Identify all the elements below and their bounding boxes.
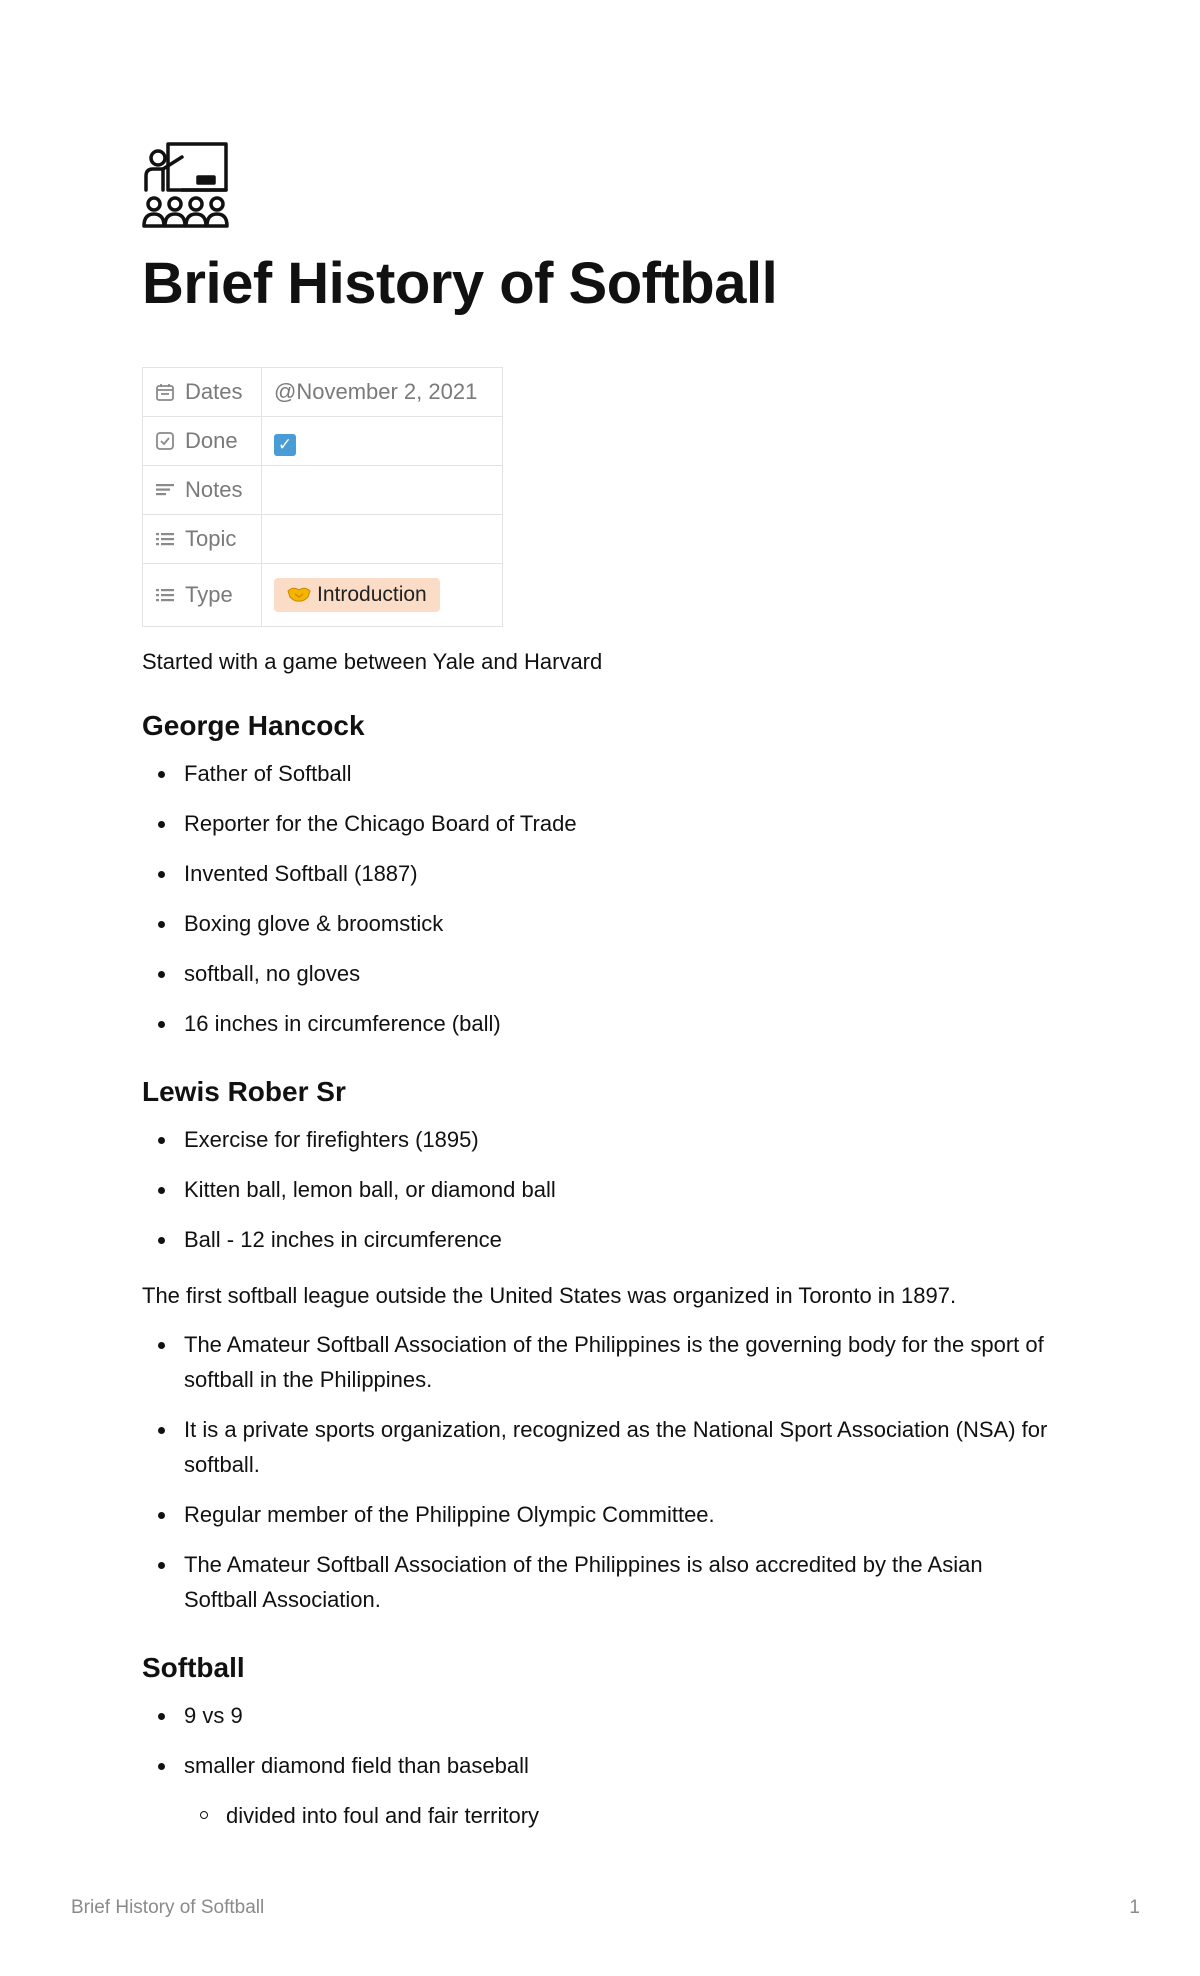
property-row-topic: [143, 515, 503, 564]
list-item: Father of Softball: [142, 756, 1062, 791]
list-item: Ball - 12 inches in circumference: [142, 1222, 1062, 1257]
section-heading: Lewis Rober Sr: [142, 1076, 346, 1107]
checkbox-icon: [155, 431, 175, 451]
section-heading: Softball: [142, 1652, 245, 1683]
properties-table: [142, 367, 503, 627]
philippines-list-block: [142, 1327, 1062, 1617]
property-row-type: [143, 564, 503, 627]
property-value-topic[interactable]: [262, 515, 503, 564]
type-tag[interactable]: [274, 578, 440, 612]
list-item: The Amateur Softball Association of the Philippines is the governing body for the sport of softball in the Philippines.: [142, 1327, 1062, 1397]
footer-title: Brief History of Softball: [71, 1897, 265, 1918]
list-item: Regular member of the Philippine Olympic Committee.: [142, 1497, 1062, 1532]
list-item: Reporter for the Chicago Board of Trade: [142, 806, 1062, 841]
property-row-done: [143, 417, 503, 466]
paragraph-toronto: The first softball league outside the United States was organized in Toronto in 1897.: [142, 1283, 957, 1308]
teacher-presentation-icon: [142, 140, 230, 228]
property-label: Dates: [185, 379, 243, 404]
text-lines-icon: [155, 480, 175, 500]
bullet-list: [142, 1122, 1062, 1257]
property-label: Notes: [185, 477, 243, 502]
calendar-icon: [155, 382, 175, 402]
intro-text: Started with a game between Yale and Harvard: [142, 649, 603, 674]
list-item: softball, no gloves: [142, 956, 1062, 991]
property-value-dates[interactable]: @November 2, 2021: [262, 368, 503, 417]
section-george-hancock: [142, 708, 1062, 1041]
section-softball: [142, 1650, 1062, 1833]
section-lewis-rober: [142, 1074, 1062, 1257]
property-row-dates: [143, 368, 503, 417]
list-icon: [155, 529, 175, 549]
handshake-icon: [287, 585, 311, 603]
list-icon: [155, 585, 175, 605]
list-item: smaller diamond field than baseball: [142, 1748, 1062, 1783]
type-tag-label: Introduction: [317, 583, 427, 606]
list-item: 16 inches in circumference (ball): [142, 1006, 1062, 1041]
page-title: Brief History of Softball: [142, 251, 778, 316]
property-label: Type: [185, 582, 233, 607]
footer-page-number: 1: [1129, 1897, 1140, 1918]
list-item: Boxing glove & broomstick: [142, 906, 1062, 941]
list-item: Kitten ball, lemon ball, or diamond ball: [142, 1172, 1062, 1207]
bullet-list: [142, 1698, 1062, 1833]
sub-list-item: divided into foul and fair territory: [142, 1798, 1062, 1833]
property-value-notes[interactable]: [262, 466, 503, 515]
list-item: The Amateur Softball Association of the Philippines is also accredited by the Asian Softball Association.: [142, 1547, 1062, 1617]
list-item: Exercise for firefighters (1895): [142, 1122, 1062, 1157]
done-checkbox[interactable]: ✓: [274, 434, 296, 456]
list-item: 9 vs 9: [142, 1698, 1062, 1733]
property-row-notes: [143, 466, 503, 515]
bullet-list: [142, 1327, 1062, 1617]
list-item: Invented Softball (1887): [142, 856, 1062, 891]
property-label: Done: [185, 428, 238, 453]
property-label: Topic: [185, 526, 237, 551]
list-item: It is a private sports organization, recognized as the National Sport Association (NSA) for softball.: [142, 1412, 1062, 1482]
section-heading: George Hancock: [142, 710, 365, 741]
bullet-list: [142, 756, 1062, 1041]
